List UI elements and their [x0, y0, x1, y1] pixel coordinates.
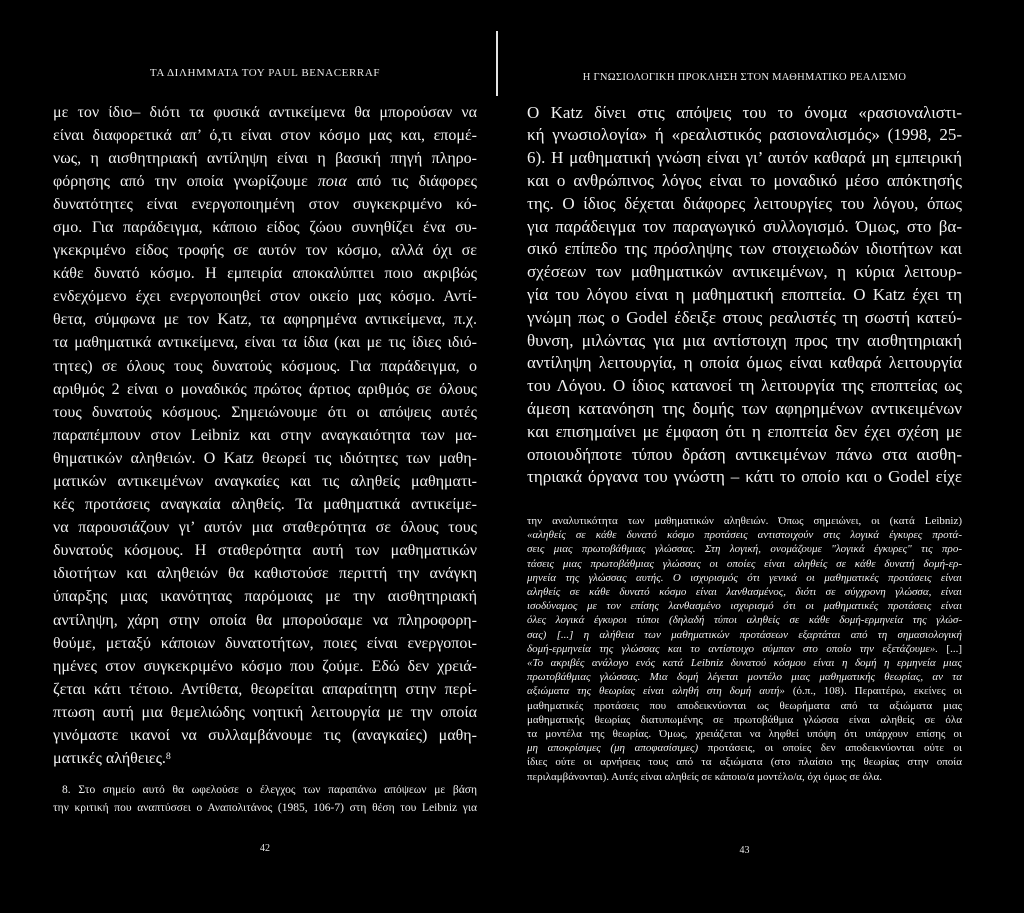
footnote-line: μηνεία της γλώσσας αυτής. Ο ισχυρισμός ότι γενικά οι μαθηματικές προτάσεις είναι: [527, 571, 962, 584]
body-line: άμεση κατανόηση της δομής των αφηρημένων αντικειμένων: [527, 398, 962, 418]
body-line: τους δυνατούς κόσμους. Σημειώνουμε ότι οι απόψεις αυτές: [53, 403, 477, 421]
footnote-line: [527, 642, 962, 656]
footnote-line: μαθηματικής θεωρίας διατυπωμένης σε πρωτοβάθμια γλώσσα είναι αληθείς σε όλα: [527, 713, 962, 726]
italic-word: ποια: [317, 172, 347, 190]
footnote-line: την κριτική που αναπτύσσει ο Αναπολιτάνος (1985, 106-7) στη θέση του Leibniz για: [53, 801, 477, 814]
footnote-line: τα μοντέλα της θεωρίας. Όμως, χρειάζεται να ληφθεί υπόψη ότι υπάρχουν επίσης οι: [527, 728, 962, 741]
body-line: νως, η αισθητηριακή αντίληψη είναι η βασική πηγή πληρο-: [53, 149, 477, 167]
body-line: θυνση, μιλώντας για μια αντίστοιχη προς την αισθητηριακή: [527, 330, 962, 350]
body-line: να παρουσιάζουν γι’ αυτόν μια σταθερότητα σε όλους τους: [53, 519, 477, 537]
footnote-line: 8. Στο σημείο αυτό θα ωφελούσε ο έλεγχος των παραπάνω απόψεων με βάση: [62, 784, 477, 796]
footnote-line: [527, 684, 962, 698]
body-line: αντίληψη, χάρη στην οποία θα μπορούσαμε να πληροφορη-: [53, 611, 477, 629]
body-line: γκεκριμένο είδος τροφής σε αυτόν τον κόσμο, αλλά όχι σε: [53, 242, 477, 260]
body-line: πτωση αυτή μια θεμελιώδης νοητική λειτουργία με την οποία: [53, 703, 477, 721]
line-text: (ό.π., 108). Περαιτέρω, εκείνες οι: [792, 685, 962, 698]
footnote-line: πρωτοβάθμιας γλώσσας. Μια δομή λέγεται μοντέλο μιας μαθηματικής θεωρίας, αν τα: [527, 671, 962, 684]
footnote-line: «Το ακριβές ανάλογο ενός κατά Leibniz δυνατού κόσμου είναι η δομή η ερμηνεία μιας: [527, 657, 962, 670]
body-line: αντίληψη λειτουργία, η οποία όμως είναι καθαρά λειτουργία: [527, 353, 962, 373]
footnote-marker: 8: [165, 750, 171, 762]
line-text: προτάσεις, οι οποίες δεν αποδεικνύονται ούτε οι: [707, 742, 962, 755]
body-line: ύπαρξης μιας ικανότητας παρόμοιας με την αισθητηριακή: [53, 588, 477, 606]
body-line: τητες) σε όλους τους δυνατούς κόσμους. Για παράδειγμα, ο: [53, 357, 477, 375]
body-line: οποιουδήποτε τύπου δράση αντικειμένων πάνω στα αισθη-: [527, 444, 962, 464]
line-text: ματικές αλήθειες.: [53, 750, 166, 768]
body-line: του Λόγου. Ο ίδιος κατανοεί τη λειτουργία της εποπτείας ως: [527, 376, 962, 396]
body-line: θούμε, μεταξύ κάποιων δυνατοτήτων, ποιες είναι ενεργοποι-: [53, 634, 477, 652]
page-number: 42: [260, 843, 270, 854]
body-line: Ο Katz δίνει στις απόψεις του το όνομα «ρασιοναλιστι-: [527, 102, 962, 122]
body-line: είναι διαφορετικά απ’ ό,τι είναι στον κόσμο μας και, επομέ-: [53, 126, 477, 144]
body-line: κή γνωσιολογία» ή «ρεαλιστικός ρασιοναλισμός» (1998, 25-: [527, 125, 962, 145]
line-text: από τις διάφορες: [356, 172, 478, 190]
body-line: 6). Η μαθηματική γνώση είναι γι’ αυτόν καθαρά μη εμπειρική: [527, 148, 962, 168]
body-line: θετα, σύμφωνα με τον Katz, τα αφηρημένα αντικείμενα, π.χ.: [53, 311, 477, 329]
footnote-line: μαθηματικές προτάσεις που αποδεικνύονται ως θεωρήματα από τα αξιώματα μιας: [527, 699, 962, 712]
body-line: ματικών αντικειμένων αναγκαίες και τις αληθείς μαθηματι-: [53, 473, 477, 490]
body-line: γία του λόγου είναι η μαθηματική εποπτεία. Ο Katz έχει τη: [527, 284, 962, 304]
body-line: τηριακά όργανα του γνώστη – κάτι το οποίο και ο Godel είχε: [527, 467, 962, 487]
left-running-head: ΤΑ ΔΙΛΗΜΜΑΤΑ ΤΟΥ PAUL BENACERRAF: [149, 67, 381, 79]
footnote-line: [527, 741, 962, 755]
line-text: φόρησης από την οποία γνωρίζουμε: [53, 172, 308, 190]
body-line: και ο ανθρώπινος λόγος είναι το μοναδικό μέσο απόκτησής: [527, 170, 962, 190]
left-page-body: [53, 101, 477, 773]
body-line: δυνατούς κόσμους. Η σταθερότητα αυτή των μαθηματικών: [53, 542, 477, 560]
right-running-head: Η ΓΝΩΣΙΟΛΟΓΙΚΗ ΠΡΟΚΛΗΣΗ ΣΤΟΝ ΜΑΘΗΜΑΤΙΚΟ ΡΕΑΛΙΣΜΟ: [582, 72, 907, 83]
body-line: για παράδειγμα τον παραγωγικό συλλογισμό. Όμως, στο βα-: [527, 216, 962, 236]
gutter-line: [496, 31, 498, 96]
footnote-line: σεις μιας πρωτοβάθμιας γλώσσας. Στη λογική, ονομάζουμε "λογικά έγκυρες" τις προ-: [527, 543, 962, 556]
footnote-line: ισοδύναμος με τον επίσης λανθασμένο ισχυρισμό ότι οι μαθηματικές προτάσεις είναι: [527, 600, 962, 613]
body-line: γινόμαστε ικανοί να συλλαμβάνουμε τις (αναγκαίες) μαθη-: [53, 727, 477, 745]
italic-term: μη αποκρίσιμες (μη αποφασίσιμες): [527, 742, 699, 755]
footnote-line: ίδιες ούτε οι αρνήσεις τους από τα αξιώματα (στο πλαίσιο της θεωρίας στην οποία: [527, 756, 962, 769]
body-line: με τον ίδιο– διότι τα φυσικά αντικείμενα θα μπορούσαν να: [53, 103, 477, 121]
body-line: κές προτάσεις αναγκαία αληθείς. Τα μαθηματικά αντικείμε-: [53, 496, 477, 514]
footnote-line: περιλαμβάνονται). Αυτές είναι αληθείς σε κάποιο/α μοντέλο/α, όχι όμως σε όλα.: [527, 770, 883, 783]
body-line: και επισημαίνει με έμφαση ότι η εποπτεία δεν έχει σχέση με: [527, 421, 962, 441]
body-line: παραπέμπουν στον Leibniz και στην αναγκαιότητα των μα-: [53, 426, 477, 444]
body-line: [53, 170, 477, 193]
body-line: σικό επίπεδο της πρόσληψης των στοιχειωδών ιδιοτήτων και: [527, 239, 962, 259]
body-line: δυνατότητες είναι ενεργοποιημένη στον συγκεκριμένο κό-: [53, 195, 477, 213]
body-line: της. Ο ίδιος δέχεται διάφορες λειτουργίες του λόγου, όπως: [527, 193, 962, 213]
body-line: κάθε δυνατό κόσμο. Η εμπειρία αποκαλύπτει ποιο ακριβώς: [53, 265, 477, 283]
body-line: σχέσεων των μαθηματικών αντικειμένων, η κύρια λειτουρ-: [527, 262, 962, 282]
body-line: ημένες στον συγκεκριμένο κόσμο που ζούμε. Εδώ δεν χρειά-: [53, 657, 477, 675]
footnote-line: τάσεις μιας πρωτοβάθμιας γλώσσας οι οποίες είναι αληθείς σε κάθε δυνατή δομή-ερ-: [527, 557, 962, 570]
body-line: σμο. Για παράδειγμα, κάποιο είδος ζώου συνηθίζει ένα συ-: [53, 218, 477, 236]
footnote-line: «αληθείς σε κάθε δυνατό κόσμο προτάσεις αντιστοιχούν στις λογικά έγκυρες προτά-: [527, 529, 962, 542]
footnote-line: αληθείς σε κάθε δυνατό κόσμο είναι λανθασμένος, διότι σε σύγχρονη γλώσσα, είναι: [527, 586, 962, 599]
quoted-text: αξιώματα της θεωρίας είναι αληθή στη δομή αυτή»: [527, 685, 785, 698]
body-line: θηματικών αληθειών. Ο Katz θεωρεί τις ιδιότητες των μαθη-: [53, 449, 477, 467]
page-number: 43: [739, 845, 750, 856]
footnote-line: την αναλυτικότητα των μαθηματικών αληθειών. Όπως σημειώνει, οι (κατά Leibniz): [527, 515, 962, 527]
body-line: ζεται κάτι τέτοιο. Αντίθετα, θεωρείται απαραίτητη στην περί-: [53, 680, 477, 698]
footnote-line: σας) [...] η αλήθεια των μαθηματικών προτάσεων εξαρτάται από τη σημασιολογική: [527, 628, 962, 641]
line-text: [...]: [946, 642, 962, 655]
quoted-text: δομή-ερμηνεία της γλώσσας και το αντίστοιχο σύμπαν στο οποίο την εξετάζουμε».: [527, 642, 938, 655]
body-line: γνώμη πως ο Godel έδειξε στους ρεαλιστές τη σωστή κατεύ-: [527, 307, 962, 327]
footnote-line: όλες λογικά έγκυροι τύποι (δηλαδή τύποι αληθείς σε κάθε δομή-ερμηνεία της γλώσ-: [527, 614, 962, 627]
body-line: [53, 747, 477, 772]
body-line: αριθμός 2 είναι ο μοναδικός πρώτος άρτιος αριθμός σε όλους: [53, 380, 477, 398]
body-line: ιδιοτήτων και αληθειών θα καθιστούσε περιττή την ανάγκη: [53, 565, 477, 583]
body-line: ενδεχόμενο έχει ενεργοποιηθεί στον οικείο μας κόσμο. Αντί-: [53, 288, 477, 306]
body-line: τα μαθηματικά αντικείμενα, είναι τα ίδια (και με τις ίδιες ιδιό-: [53, 334, 477, 352]
right-page-body: [527, 102, 962, 490]
right-footnotes: [527, 514, 962, 784]
left-footnotes: [53, 782, 477, 817]
